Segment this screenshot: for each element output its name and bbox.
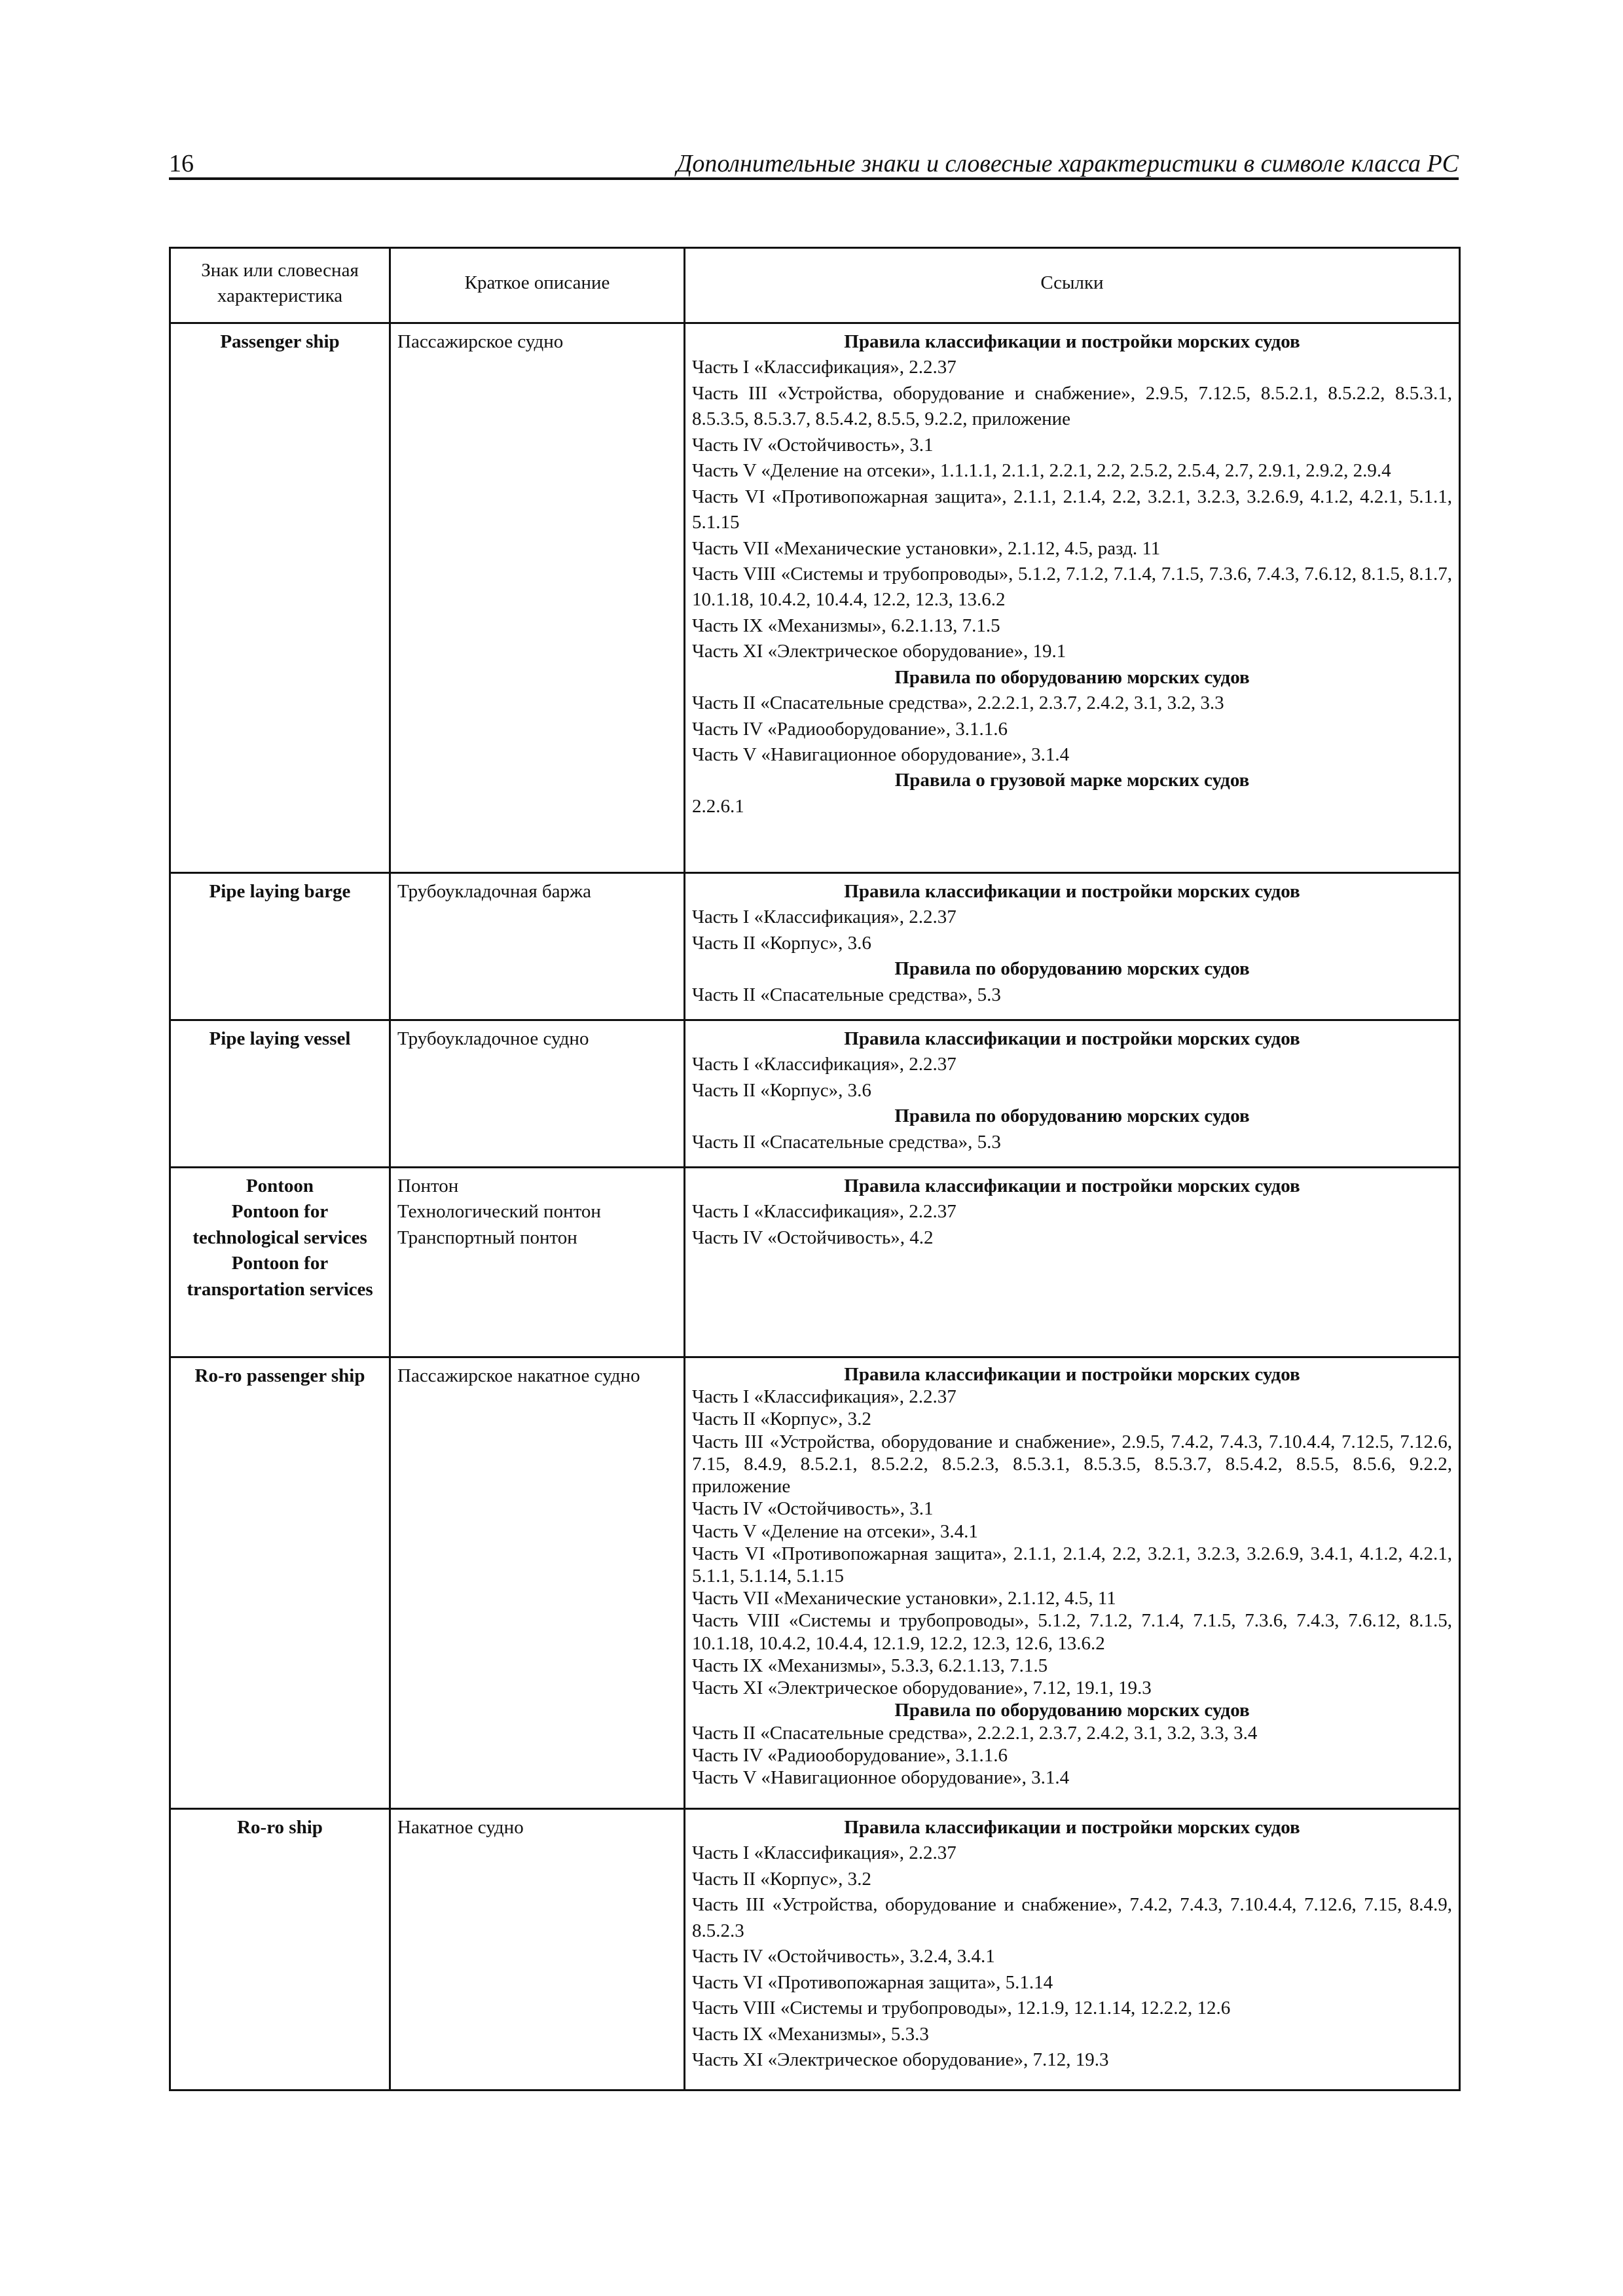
references-cell (685, 1168, 1460, 1357)
header-rule (169, 177, 1459, 180)
sign-text: Pontoon for (231, 1253, 329, 1274)
reference-line: Часть III «Устройства, оборудование и снабжение», 2.9.5, 7.12.5, 8.5.2.1, 8.5.2.2, 8.5.3.1, 8.5.3.5, 8.5.3.7, 8.5.4.2, 8.5.5, 9.2.2, приложение (692, 382, 1452, 430)
reference-line: Часть IV «Остойчивость», 3.2.4, 3.4.1 (692, 1946, 995, 1967)
sign-text: technological services (192, 1227, 367, 1248)
reference-line: Часть II «Корпус», 3.6 (692, 1079, 871, 1101)
reference-line: Часть IX «Механизмы», 5.3.3 (692, 2023, 929, 2045)
reference-line: Часть VIII «Системы и трубопроводы», 12.1.9, 12.1.14, 12.2.2, 12.6 (692, 1998, 1231, 2019)
description-cell (390, 1168, 685, 1357)
reference-line: Часть II «Спасательные средства», 5.3 (692, 984, 1001, 1005)
description-text: Трубоукладочная баржа (397, 881, 592, 902)
description-text: Накатное судно (397, 1817, 524, 1838)
sign-text: transportation services (187, 1278, 373, 1300)
reference-line: Часть IX «Механизмы», 5.3.3, 6.2.1.13, 7.1.5 (692, 1655, 1048, 1676)
reference-line: Часть VII «Механические установки», 2.1.12, 4.5, 11 (692, 1588, 1116, 1609)
reference-line: Часть V «Деление на отсеки», 3.4.1 (692, 1520, 978, 1542)
references-cell (685, 1809, 1460, 2090)
reference-line: Часть VI «Противопожарная защита», 2.1.1, 2.1.4, 2.2, 3.2.1, 3.2.3, 3.2.6.9, 3.4.1, 4.1.2, 4.2.1, 5.1.1, 5.1.14, 5.1.15 (692, 1543, 1452, 1587)
reference-line: Часть III «Устройства, оборудование и снабжение», 2.9.5, 7.4.2, 7.4.3, 7.10.4.4, 7.12.5, 7.12.6, 7.15, 8.4.9, 8.5.2.1, 8.5.2.2, 8.5.2.3, 8.5.3.1, 8.5.3.5, 8.5.3.7, 8.5.4.2, 8.5.5, 8.5.6, 9.2.2, приложение (692, 1431, 1452, 1498)
table-row (170, 873, 1460, 1020)
rules-title: Правила по оборудованию морских судов (894, 666, 1250, 688)
rules-title: Правила классификации и постройки морских судов (844, 331, 1300, 352)
references-cell (685, 1357, 1460, 1809)
reference-line: Часть III «Устройства, оборудование и снабжение», 7.4.2, 7.4.3, 7.10.4.4, 7.12.6, 7.15, 8.4.9, 8.5.2.3 (692, 1894, 1452, 1941)
column-header-references: Ссылки (685, 248, 1460, 323)
reference-line: Часть XI «Электрическое оборудование», 7.12, 19.1, 19.3 (692, 1677, 1152, 1699)
reference-line: Часть I «Классификация», 2.2.37 (692, 1386, 957, 1408)
reference-line: Часть VI «Противопожарная защита», 5.1.14 (692, 1971, 1053, 1993)
sign-text: Pipe laying barge (209, 881, 351, 902)
reference-line: Часть V «Навигационное оборудование», 3.1.4 (692, 744, 1070, 765)
rules-title: Правила по оборудованию морских судов (894, 958, 1250, 980)
sign-cell (170, 873, 390, 1020)
table-row (170, 323, 1460, 873)
notation-table (169, 247, 1461, 2091)
description-cell (390, 1809, 685, 2090)
table-row (170, 1020, 1460, 1168)
reference-line: Часть I «Классификация», 2.2.37 (692, 906, 957, 928)
reference-line: Часть II «Корпус», 3.6 (692, 932, 871, 954)
page-header (169, 143, 1459, 182)
sign-text: Ro-ro passenger ship (194, 1365, 365, 1386)
running-title: Дополнительные знаки и словесные характеристики в символе класса РС (676, 150, 1459, 177)
reference-line: Часть I «Классификация», 2.2.37 (692, 1201, 957, 1223)
table-row (170, 1809, 1460, 2090)
reference-line: Часть XI «Электрическое оборудование», 7.12, 19.3 (692, 2049, 1109, 2070)
reference-line: Часть IV «Радиооборудование», 3.1.1.6 (692, 1744, 1008, 1766)
rules-title: Правила классификации и постройки морских судов (844, 1028, 1300, 1049)
reference-line: Часть V «Навигационное оборудование», 3.1.4 (692, 1767, 1070, 1788)
description-cell (390, 873, 685, 1020)
reference-line: Часть IV «Радиооборудование», 3.1.1.6 (692, 718, 1008, 740)
reference-line: Часть I «Классификация», 2.2.37 (692, 1054, 957, 1075)
sign-cell (170, 1168, 390, 1357)
reference-line: Часть IV «Остойчивость», 3.1 (692, 1498, 934, 1520)
sign-cell (170, 1357, 390, 1809)
references-cell (685, 323, 1460, 873)
description-text: Транспортный понтон (397, 1227, 577, 1248)
rules-title: Правила по оборудованию морских судов (894, 1700, 1250, 1721)
references-cell (685, 873, 1460, 1020)
page-number: 16 (169, 150, 194, 177)
reference-line: Часть VIII «Системы и трубопроводы», 5.1.2, 7.1.2, 7.1.4, 7.1.5, 7.3.6, 7.4.3, 7.6.12, 8.1.5, 8.1.7, 10.1.18, 10.4.2, 10.4.4, 12.2, 12.3, 13.6.2 (692, 563, 1452, 611)
description-cell (390, 1020, 685, 1168)
description-text: Трубоукладочное судно (397, 1028, 589, 1049)
reference-line: Часть II «Спасательные средства», 2.2.2.1, 2.3.7, 2.4.2, 3.1, 3.2, 3.3, 3.4 (692, 1722, 1258, 1744)
sign-cell (170, 323, 390, 873)
column-header-sign: Знак или словесная характеристика (170, 248, 390, 323)
reference-line: Часть I «Классификация», 2.2.37 (692, 357, 957, 378)
rules-title: Правила о грузовой марке морских судов (894, 770, 1250, 791)
reference-line: Часть IV «Остойчивость», 4.2 (692, 1227, 934, 1248)
table-row (170, 1168, 1460, 1357)
sign-text: Pipe laying vessel (209, 1028, 351, 1049)
description-cell (390, 1357, 685, 1809)
reference-line: Часть I «Классификация», 2.2.37 (692, 1842, 957, 1864)
reference-line: Часть VI «Противопожарная защита», 2.1.1, 2.1.4, 2.2, 3.2.1, 3.2.3, 3.2.6.9, 4.1.2, 4.2.1, 5.1.1, 5.1.15 (692, 486, 1452, 533)
reference-line: Часть II «Корпус», 3.2 (692, 1408, 871, 1430)
reference-line: Часть II «Спасательные средства», 2.2.2.1, 2.3.7, 2.4.2, 3.1, 3.2, 3.3 (692, 692, 1224, 714)
reference-line: Часть V «Деление на отсеки», 1.1.1.1, 2.1.1, 2.2.1, 2.2, 2.5.2, 2.5.4, 2.7, 2.9.1, 2.9.2, 2.9.4 (692, 460, 1391, 482)
reference-line: Часть II «Спасательные средства», 5.3 (692, 1131, 1001, 1153)
sign-cell (170, 1020, 390, 1168)
rules-title: Правила по оборудованию морских судов (894, 1105, 1250, 1127)
rules-title: Правила классификации и постройки морских судов (844, 1175, 1300, 1196)
description-text: Пассажирское судно (397, 331, 564, 352)
description-text: Пассажирское накатное судно (397, 1365, 640, 1386)
column-header-description: Краткое описание (390, 248, 685, 323)
table-header-row (170, 248, 1460, 323)
description-cell (390, 323, 685, 873)
rules-title: Правила классификации и постройки морских судов (844, 881, 1300, 902)
description-text: Технологический понтон (397, 1201, 601, 1223)
reference-line: Часть IX «Механизмы», 6.2.1.13, 7.1.5 (692, 615, 1000, 636)
description-text: Понтон (397, 1175, 459, 1196)
reference-line: 2.2.6.1 (692, 795, 744, 817)
reference-line: Часть VIII «Системы и трубопроводы», 5.1.2, 7.1.2, 7.1.4, 7.1.5, 7.3.6, 7.4.3, 7.6.12, 8.1.5, 10.1.18, 10.4.2, 10.4.4, 12.1.9, 12.2, 12.3, 12.6, 13.6.2 (692, 1610, 1452, 1654)
sign-text: Pontoon for (231, 1201, 329, 1223)
table-body (170, 323, 1460, 2090)
reference-line: Часть IV «Остойчивость», 3.1 (692, 434, 934, 456)
sign-cell (170, 1809, 390, 2090)
references-cell (685, 1020, 1460, 1168)
rules-title: Правила классификации и постройки морских судов (844, 1817, 1300, 1838)
table-row (170, 1357, 1460, 1809)
reference-line: Часть II «Корпус», 3.2 (692, 1868, 871, 1890)
sign-text: Pontoon (246, 1175, 314, 1196)
sign-text: Ro-ro ship (237, 1817, 323, 1838)
sign-text: Passenger ship (220, 331, 340, 352)
reference-line: Часть VII «Механические установки», 2.1.12, 4.5, разд. 11 (692, 537, 1161, 559)
rules-title: Правила классификации и постройки морских судов (844, 1364, 1300, 1385)
reference-line: Часть XI «Электрическое оборудование», 19.1 (692, 641, 1067, 662)
